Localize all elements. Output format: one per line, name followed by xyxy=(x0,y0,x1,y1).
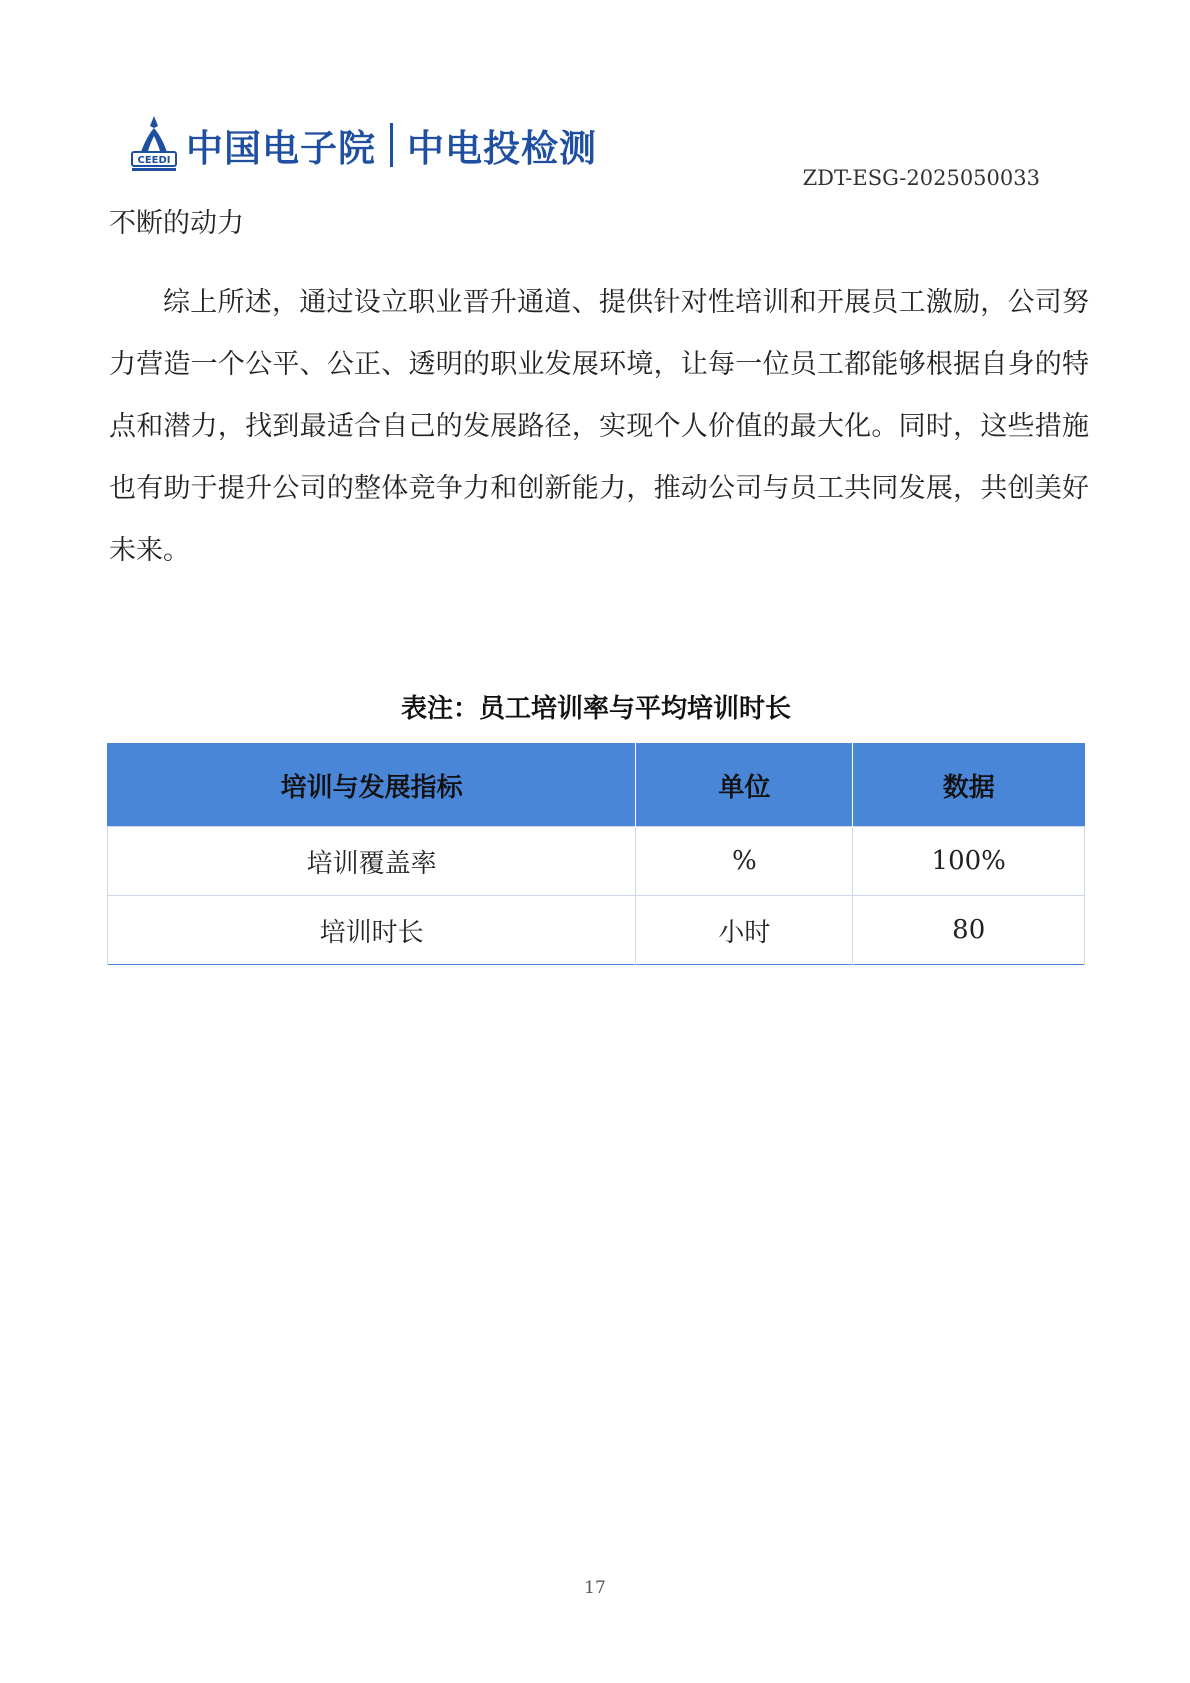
table-row xyxy=(108,896,1085,965)
logo-divider xyxy=(390,123,393,167)
cell-indicator: 培训覆盖率 xyxy=(108,827,636,896)
page-header xyxy=(130,114,597,176)
header-unit: 单位 xyxy=(636,744,853,827)
table-row xyxy=(108,827,1085,896)
training-table xyxy=(107,743,1085,965)
cell-value: 80 xyxy=(853,896,1085,965)
svg-text:CEEDI: CEEDI xyxy=(137,155,171,166)
paragraph-summary: 综上所述，通过设立职业晋升通道、提供针对性培训和开展员工激励，公司努力营造一个公平、公正、透明的职业发展环境，让每一位员工都能够根据自身的特点和潜力，找到最适合自己的发展路径，实现个人价值的最大化。同时，这些措施也有助于提升公司的整体竞争力和创新能力，推动公司与员工共同发展，共创美好未来。 xyxy=(109,287,1089,566)
paragraph-fragment: 不断的动力 xyxy=(109,208,244,239)
ceedi-logo-icon xyxy=(130,114,178,176)
cell-unit: % xyxy=(636,827,853,896)
table-header-row xyxy=(108,744,1085,827)
org-name: 中国电子院 xyxy=(186,127,376,170)
table-caption: 表注：员工培训率与平均培训时长 xyxy=(400,694,791,724)
page-number: 17 xyxy=(584,1578,606,1598)
document-code: ZDT-ESG-2025050033 xyxy=(802,166,1040,190)
header-indicator: 培训与发展指标 xyxy=(108,744,636,827)
header-value: 数据 xyxy=(853,744,1085,827)
cell-value: 100% xyxy=(853,827,1085,896)
cell-unit: 小时 xyxy=(636,896,853,965)
sub-org-name: 中电投检测 xyxy=(407,127,597,170)
cell-indicator: 培训时长 xyxy=(108,896,636,965)
